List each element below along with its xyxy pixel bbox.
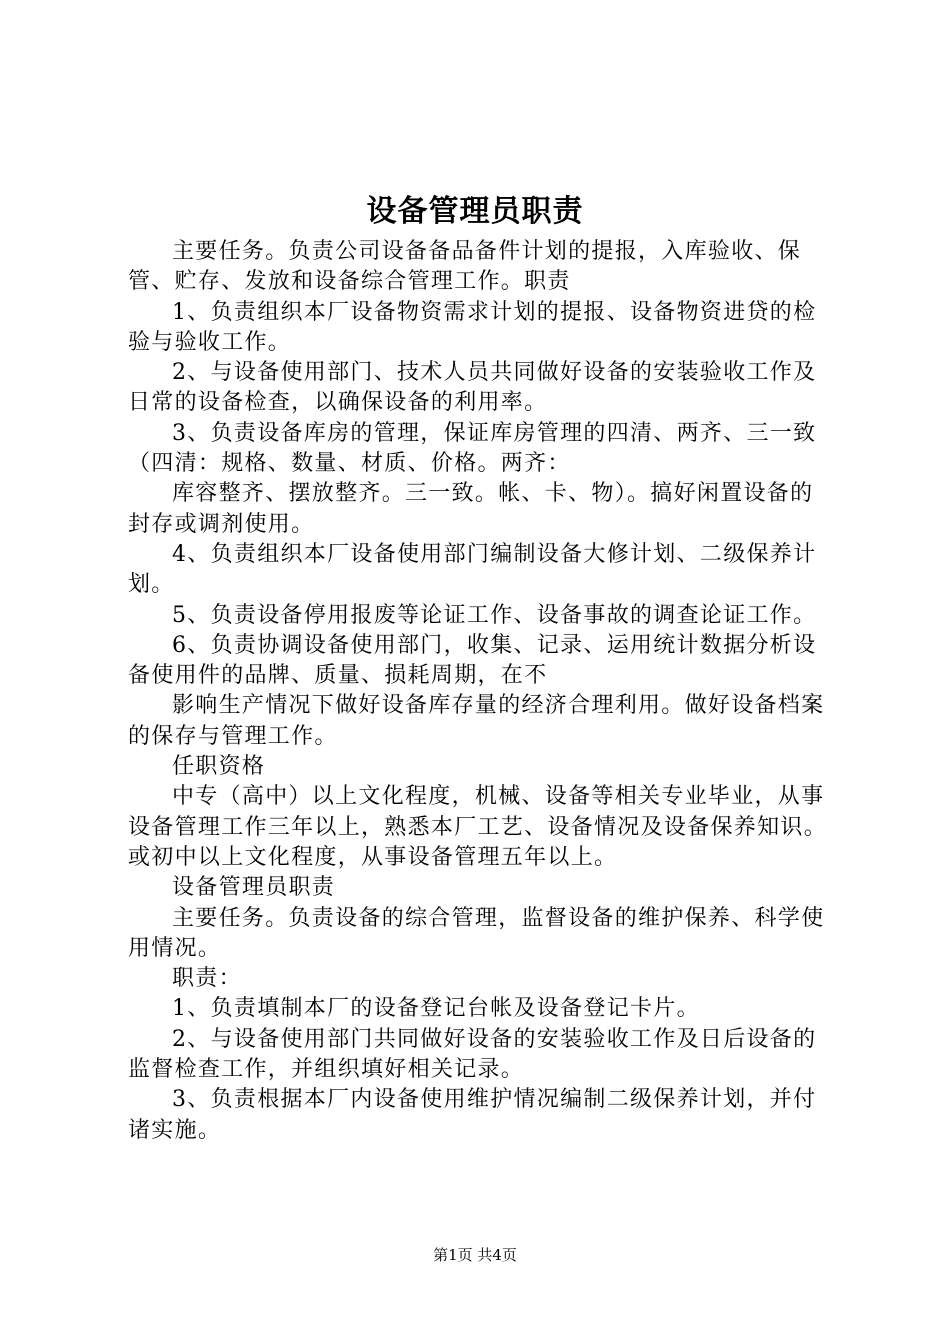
section-heading-qualifications: 任职资格	[172, 754, 266, 780]
section-heading-duties: 职责：	[172, 966, 242, 992]
paragraph-duty-2-2: 2、与设备使用部门共同做好设备的安装验收工作及日后设备的监督检查工作，并组织填好相关记录。	[128, 1026, 817, 1083]
paragraph-duty-3-continued: 库容整齐、摆放整齐。三一致。帐、卡、物）。搞好闲置设备的封存或调剂使用。	[128, 481, 814, 537]
paragraph-duty-6: 6、负责协调设备使用部门，收集、记录、运用统计数据分析设备使用件的品牌、质量、损耗周期，在不	[128, 632, 817, 689]
paragraph-duty-5: 5、负责设备停用报废等论证工作、设备事故的调查论证工作。	[172, 602, 817, 628]
paragraph-duty-3: 3、负责设备库房的管理，保证库房管理的四清、两齐、三一致（四清：规格、数量、材质、价格。两齐：	[128, 420, 817, 477]
paragraph-duty-2: 2、与设备使用部门、技术人员共同做好设备的安装验收工作及日常的设备检查，以确保设备的利用率。	[128, 360, 817, 416]
paragraph-main-task-2: 主要任务。负责设备的综合管理，监督设备的维护保养、科学使用情况。	[128, 905, 825, 961]
paragraph-duty-2-3: 3、负责根据本厂内设备使用维护情况编制二级保养计划，并付诸实施。	[128, 1087, 817, 1143]
paragraph-qualifications: 中专（高中）以上文化程度，机械、设备等相关专业毕业，从事设备管理工作三年以上，熟悉本厂工艺、设备情况及设备保养知识。或初中以上文化程度，从事设备管理五年以上。	[128, 784, 828, 870]
paragraph-duty-4: 4、负责组织本厂设备使用部门编制设备大修计划、二级保养计划。	[128, 541, 817, 598]
paragraph-duty-1: 1、负责组织本厂设备物资需求计划的提报、设备物资进贷的检验与验收工作。	[128, 299, 817, 355]
document-title: 设备管理员职责	[366, 194, 584, 229]
document-body	[128, 237, 828, 1146]
section-heading-second-title: 设备管理员职责	[172, 875, 336, 901]
paragraph-duty-2-1: 1、负责填制本厂的设备登记台帐及设备登记卡片。	[172, 996, 700, 1022]
page-number-footer: 第1页 共4页	[433, 1246, 517, 1264]
paragraph-duty-6-continued: 影响生产情况下做好设备库存量的经济合理利用。做好设备档案的保存与管理工作。	[128, 693, 825, 749]
paragraph-main-task: 主要任务。负责公司设备备品备件计划的提报，入库验收、保管、贮存、发放和设备综合管理工作。职责	[128, 239, 802, 295]
